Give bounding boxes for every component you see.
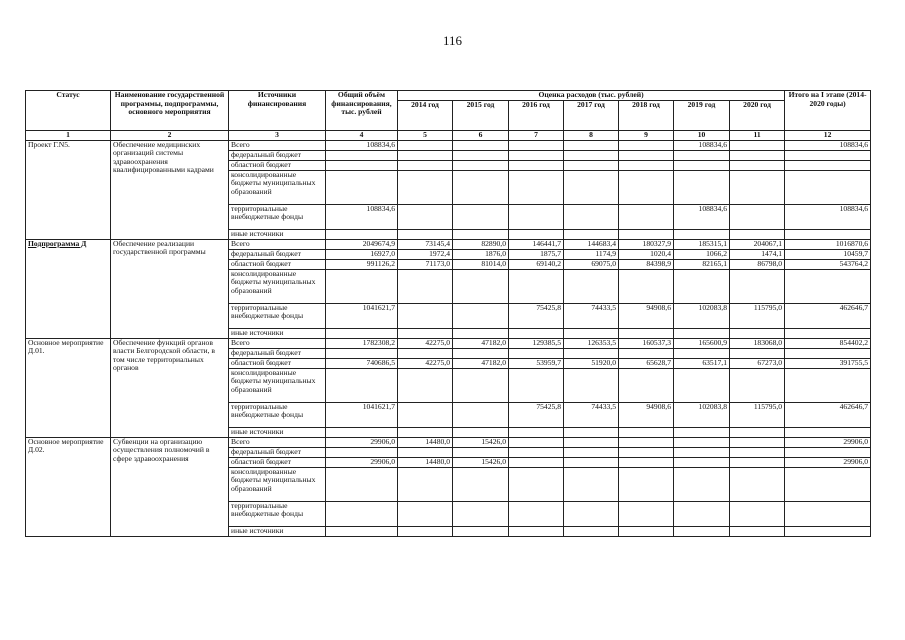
year-cell xyxy=(674,170,730,204)
total-cell xyxy=(326,348,398,358)
funding-source: Всего xyxy=(229,338,326,348)
year-cell xyxy=(398,160,453,170)
funding-source: областной бюджет xyxy=(229,358,326,368)
year-cell xyxy=(730,348,785,358)
year-cell xyxy=(674,328,730,338)
year-cell xyxy=(619,467,674,501)
column-number: 7 xyxy=(509,130,564,140)
year-cell xyxy=(619,229,674,239)
year-cell: 1875,7 xyxy=(509,249,564,259)
year-cell: 1474,1 xyxy=(730,249,785,259)
year-cell xyxy=(619,427,674,437)
year-cell: 1876,0 xyxy=(453,249,509,259)
year-cell xyxy=(674,447,730,457)
year-cell xyxy=(398,170,453,204)
year-cell: 42275,0 xyxy=(398,358,453,368)
year-cell xyxy=(398,328,453,338)
year-cell: 15426,0 xyxy=(453,457,509,467)
year-cell xyxy=(564,437,619,447)
column-number: 9 xyxy=(619,130,674,140)
year-cell xyxy=(453,140,509,150)
funding-source: консолидированные бюджеты муниципальных образований xyxy=(229,368,326,402)
year-cell: 102083,8 xyxy=(674,303,730,328)
year-cell: 82165,1 xyxy=(674,259,730,269)
year-cell: 82890,0 xyxy=(453,239,509,249)
year-cell xyxy=(398,348,453,358)
year-cell xyxy=(564,457,619,467)
year-cell xyxy=(509,457,564,467)
total-cell: 1041621,7 xyxy=(326,402,398,427)
year-cell: 51920,0 xyxy=(564,358,619,368)
header-year: 2018 год xyxy=(619,100,674,130)
column-number: 3 xyxy=(229,130,326,140)
stage-total-cell: 543764,2 xyxy=(785,259,871,269)
column-number: 2 xyxy=(111,130,229,140)
funding-source: иные источники xyxy=(229,427,326,437)
year-cell xyxy=(453,526,509,536)
year-cell xyxy=(619,457,674,467)
year-cell xyxy=(730,328,785,338)
year-cell xyxy=(619,170,674,204)
funding-source: федеральный бюджет xyxy=(229,249,326,259)
year-cell xyxy=(730,150,785,160)
total-cell xyxy=(326,526,398,536)
year-cell: 73145,4 xyxy=(398,239,453,249)
stage-total-cell xyxy=(785,150,871,160)
year-cell: 180327,9 xyxy=(619,239,674,249)
funding-source: федеральный бюджет xyxy=(229,447,326,457)
group-status: Подпрограмма Д xyxy=(26,239,111,338)
year-cell: 1020,4 xyxy=(619,249,674,259)
funding-source: иные источники xyxy=(229,229,326,239)
column-number: 10 xyxy=(674,130,730,140)
stage-total-cell xyxy=(785,269,871,303)
year-cell xyxy=(619,368,674,402)
year-cell xyxy=(509,437,564,447)
year-cell xyxy=(674,467,730,501)
year-cell: 204067,1 xyxy=(730,239,785,249)
total-cell: 108834,6 xyxy=(326,204,398,229)
year-cell xyxy=(619,150,674,160)
funding-source: территориальные внебюджетные фонды xyxy=(229,204,326,229)
total-cell xyxy=(326,467,398,501)
year-cell xyxy=(730,140,785,150)
year-cell: 63517,1 xyxy=(674,358,730,368)
total-cell: 108834,6 xyxy=(326,140,398,150)
year-cell xyxy=(509,467,564,501)
funding-source: территориальные внебюджетные фонды xyxy=(229,501,326,526)
year-cell xyxy=(564,170,619,204)
year-cell: 67273,0 xyxy=(730,358,785,368)
year-cell: 94908,6 xyxy=(619,303,674,328)
year-cell xyxy=(619,328,674,338)
year-cell xyxy=(730,457,785,467)
year-cell xyxy=(674,526,730,536)
funding-source: консолидированные бюджеты муниципальных образований xyxy=(229,467,326,501)
year-cell xyxy=(730,501,785,526)
year-cell xyxy=(509,348,564,358)
year-cell xyxy=(453,150,509,160)
year-cell: 94908,6 xyxy=(619,402,674,427)
year-cell xyxy=(509,229,564,239)
year-cell xyxy=(453,229,509,239)
stage-total-cell: 108834,6 xyxy=(785,140,871,150)
total-cell: 29906,0 xyxy=(326,437,398,447)
stage-total-cell: 1016870,6 xyxy=(785,239,871,249)
column-number: 1 xyxy=(26,130,111,140)
year-cell: 165600,9 xyxy=(674,338,730,348)
year-cell xyxy=(398,204,453,229)
stage-total-cell: 10459,7 xyxy=(785,249,871,259)
year-cell: 47182,0 xyxy=(453,338,509,348)
year-cell xyxy=(453,269,509,303)
year-cell xyxy=(509,160,564,170)
year-cell xyxy=(674,160,730,170)
year-cell xyxy=(619,348,674,358)
year-cell: 1066,2 xyxy=(674,249,730,259)
year-cell xyxy=(453,204,509,229)
year-cell xyxy=(453,467,509,501)
year-cell xyxy=(453,402,509,427)
header-year: 2017 год xyxy=(564,100,619,130)
year-cell xyxy=(564,140,619,150)
table-row xyxy=(26,338,871,348)
year-cell: 81014,0 xyxy=(453,259,509,269)
funding-source: консолидированные бюджеты муниципальных образований xyxy=(229,170,326,204)
total-cell xyxy=(326,160,398,170)
year-cell: 69140,2 xyxy=(509,259,564,269)
year-cell: 74433,5 xyxy=(564,303,619,328)
group-name: Обеспечение функций органов власти Белгородской области, в том числе территориальных органов xyxy=(111,338,229,437)
year-cell: 185315,1 xyxy=(674,239,730,249)
year-cell xyxy=(564,501,619,526)
year-cell xyxy=(564,427,619,437)
year-cell xyxy=(509,328,564,338)
year-cell xyxy=(564,368,619,402)
stage-total-cell xyxy=(785,467,871,501)
year-cell xyxy=(730,160,785,170)
table-row xyxy=(26,437,871,447)
year-cell xyxy=(398,526,453,536)
funding-source: территориальные внебюджетные фонды xyxy=(229,303,326,328)
year-cell: 160537,3 xyxy=(619,338,674,348)
year-cell xyxy=(398,467,453,501)
year-cell: 42275,0 xyxy=(398,338,453,348)
year-cell xyxy=(730,368,785,402)
year-cell xyxy=(730,204,785,229)
total-cell: 740686,5 xyxy=(326,358,398,368)
year-cell xyxy=(509,447,564,457)
stage-total-cell: 391755,5 xyxy=(785,358,871,368)
stage-total-cell xyxy=(785,328,871,338)
total-cell xyxy=(326,447,398,457)
year-cell xyxy=(564,526,619,536)
year-cell xyxy=(564,328,619,338)
stage-total-cell xyxy=(785,160,871,170)
year-cell: 146441,7 xyxy=(509,239,564,249)
funding-source: иные источники xyxy=(229,526,326,536)
year-cell: 129385,5 xyxy=(509,338,564,348)
year-cell xyxy=(564,467,619,501)
funding-source: консолидированные бюджеты муниципальных образований xyxy=(229,269,326,303)
total-cell xyxy=(326,501,398,526)
year-cell xyxy=(674,269,730,303)
year-cell xyxy=(398,229,453,239)
year-cell xyxy=(564,269,619,303)
year-cell xyxy=(619,437,674,447)
group-name: Обеспечение медицинских организаций системы здравоохранения квалифицированными кадрами xyxy=(111,140,229,239)
column-number: 5 xyxy=(398,130,453,140)
year-cell xyxy=(398,402,453,427)
total-cell: 29906,0 xyxy=(326,457,398,467)
total-cell: 991126,2 xyxy=(326,259,398,269)
year-cell: 14480,0 xyxy=(398,437,453,447)
year-cell: 84398,9 xyxy=(619,259,674,269)
year-cell xyxy=(453,160,509,170)
year-cell: 71173,0 xyxy=(398,259,453,269)
header-sources: Источники финансирования xyxy=(229,91,326,131)
year-cell: 14480,0 xyxy=(398,457,453,467)
year-cell xyxy=(730,269,785,303)
year-cell: 69075,0 xyxy=(564,259,619,269)
year-cell: 1972,4 xyxy=(398,249,453,259)
year-cell: 1174,9 xyxy=(564,249,619,259)
header-total: Общий объём финансирования, тыс. рублей xyxy=(326,91,398,131)
year-cell: 15426,0 xyxy=(453,437,509,447)
year-cell xyxy=(619,526,674,536)
year-cell xyxy=(509,140,564,150)
year-cell xyxy=(619,160,674,170)
group-status: Проект Г.N5. xyxy=(26,140,111,239)
year-cell xyxy=(564,229,619,239)
stage-total-cell xyxy=(785,447,871,457)
stage-total-cell: 29906,0 xyxy=(785,437,871,447)
year-cell xyxy=(619,204,674,229)
header-estimate: Оценка расходов (тыс. рублей) xyxy=(398,91,785,101)
header-status: Статус xyxy=(26,91,111,131)
year-cell: 102083,8 xyxy=(674,402,730,427)
table-row xyxy=(26,239,871,249)
page-number: 116 xyxy=(442,33,463,48)
column-number: 12 xyxy=(785,130,871,140)
stage-total-cell xyxy=(785,427,871,437)
year-cell xyxy=(509,269,564,303)
stage-total-cell xyxy=(785,368,871,402)
year-cell xyxy=(730,447,785,457)
year-cell xyxy=(564,160,619,170)
header-year: 2016 год xyxy=(509,100,564,130)
stage-total-cell: 29906,0 xyxy=(785,457,871,467)
year-cell: 75425,8 xyxy=(509,303,564,328)
stage-total-cell xyxy=(785,170,871,204)
year-cell: 53959,7 xyxy=(509,358,564,368)
year-cell xyxy=(398,269,453,303)
year-cell: 115795,0 xyxy=(730,402,785,427)
funding-source: Всего xyxy=(229,437,326,447)
budget-table xyxy=(25,90,871,537)
header-name: Наименование государственной программы, подпрограммы, основного мероприятия xyxy=(111,91,229,131)
year-cell xyxy=(453,303,509,328)
year-cell xyxy=(674,457,730,467)
year-cell xyxy=(730,170,785,204)
year-cell: 75425,8 xyxy=(509,402,564,427)
year-cell xyxy=(453,170,509,204)
year-cell: 115795,0 xyxy=(730,303,785,328)
funding-source: областной бюджет xyxy=(229,259,326,269)
year-cell xyxy=(730,427,785,437)
year-cell xyxy=(564,204,619,229)
funding-source: территориальные внебюджетные фонды xyxy=(229,402,326,427)
year-cell xyxy=(453,501,509,526)
year-cell xyxy=(509,204,564,229)
stage-total-cell: 108834,6 xyxy=(785,204,871,229)
year-cell: 183068,0 xyxy=(730,338,785,348)
year-cell: 74433,5 xyxy=(564,402,619,427)
year-cell xyxy=(564,348,619,358)
year-cell: 144683,4 xyxy=(564,239,619,249)
table-body xyxy=(26,140,871,536)
stage-total-cell: 462646,7 xyxy=(785,402,871,427)
total-cell: 16927,0 xyxy=(326,249,398,259)
header-year: 2014 год xyxy=(398,100,453,130)
funding-source: областной бюджет xyxy=(229,160,326,170)
year-cell xyxy=(619,269,674,303)
funding-source: иные источники xyxy=(229,328,326,338)
total-cell xyxy=(326,229,398,239)
year-cell xyxy=(564,150,619,160)
year-cell: 108834,6 xyxy=(674,204,730,229)
group-status: Основное мероприятие Д.02. xyxy=(26,437,111,536)
year-cell: 86798,0 xyxy=(730,259,785,269)
year-cell xyxy=(730,229,785,239)
year-cell xyxy=(619,501,674,526)
table-row xyxy=(26,140,871,150)
year-cell xyxy=(509,150,564,160)
year-cell: 65628,7 xyxy=(619,358,674,368)
year-cell xyxy=(509,368,564,402)
year-cell xyxy=(730,526,785,536)
year-cell xyxy=(453,427,509,437)
year-cell xyxy=(509,501,564,526)
total-cell xyxy=(326,170,398,204)
funding-source: Всего xyxy=(229,239,326,249)
total-cell xyxy=(326,328,398,338)
year-cell xyxy=(398,368,453,402)
year-cell xyxy=(564,447,619,457)
total-cell: 1782308,2 xyxy=(326,338,398,348)
stage-total-cell xyxy=(785,501,871,526)
stage-total-cell: 462646,7 xyxy=(785,303,871,328)
total-cell: 1041621,7 xyxy=(326,303,398,328)
funding-source: федеральный бюджет xyxy=(229,348,326,358)
header-year: 2019 год xyxy=(674,100,730,130)
year-cell xyxy=(398,501,453,526)
year-cell xyxy=(453,447,509,457)
year-cell xyxy=(674,348,730,358)
stage-total-cell: 854402,2 xyxy=(785,338,871,348)
total-cell xyxy=(326,269,398,303)
stage-total-cell xyxy=(785,348,871,358)
header-year: 2015 год xyxy=(453,100,509,130)
year-cell: 108834,6 xyxy=(674,140,730,150)
year-cell xyxy=(674,427,730,437)
year-cell xyxy=(509,170,564,204)
total-cell: 2049674,9 xyxy=(326,239,398,249)
year-cell xyxy=(398,303,453,328)
year-cell xyxy=(509,427,564,437)
year-cell xyxy=(509,526,564,536)
year-cell xyxy=(619,447,674,457)
year-cell xyxy=(398,427,453,437)
year-cell xyxy=(674,501,730,526)
year-cell xyxy=(453,348,509,358)
year-cell xyxy=(674,437,730,447)
year-cell xyxy=(398,140,453,150)
header-stage-total: Итого на I этапе (2014-2020 годы) xyxy=(785,91,871,131)
total-cell xyxy=(326,427,398,437)
column-number: 6 xyxy=(453,130,509,140)
group-name: Субвенции на организацию осуществления полномочий в сфере здравоохранения xyxy=(111,437,229,536)
stage-total-cell xyxy=(785,526,871,536)
year-cell xyxy=(398,150,453,160)
funding-source: областной бюджет xyxy=(229,457,326,467)
year-cell xyxy=(674,368,730,402)
funding-source: Всего xyxy=(229,140,326,150)
year-cell xyxy=(674,229,730,239)
year-cell xyxy=(730,467,785,501)
year-cell: 47182,0 xyxy=(453,358,509,368)
total-cell xyxy=(326,150,398,160)
group-name: Обеспечение реализации государственной программы xyxy=(111,239,229,338)
stage-total-cell xyxy=(785,229,871,239)
column-number: 11 xyxy=(730,130,785,140)
year-cell xyxy=(453,328,509,338)
header-year: 2020 год xyxy=(730,100,785,130)
year-cell xyxy=(453,368,509,402)
year-cell xyxy=(398,447,453,457)
year-cell: 126353,5 xyxy=(564,338,619,348)
column-number: 8 xyxy=(564,130,619,140)
total-cell xyxy=(326,368,398,402)
column-number: 4 xyxy=(326,130,398,140)
year-cell xyxy=(619,140,674,150)
group-status: Основное мероприятие Д.01. xyxy=(26,338,111,437)
year-cell xyxy=(674,150,730,160)
year-cell xyxy=(730,437,785,447)
funding-source: федеральный бюджет xyxy=(229,150,326,160)
